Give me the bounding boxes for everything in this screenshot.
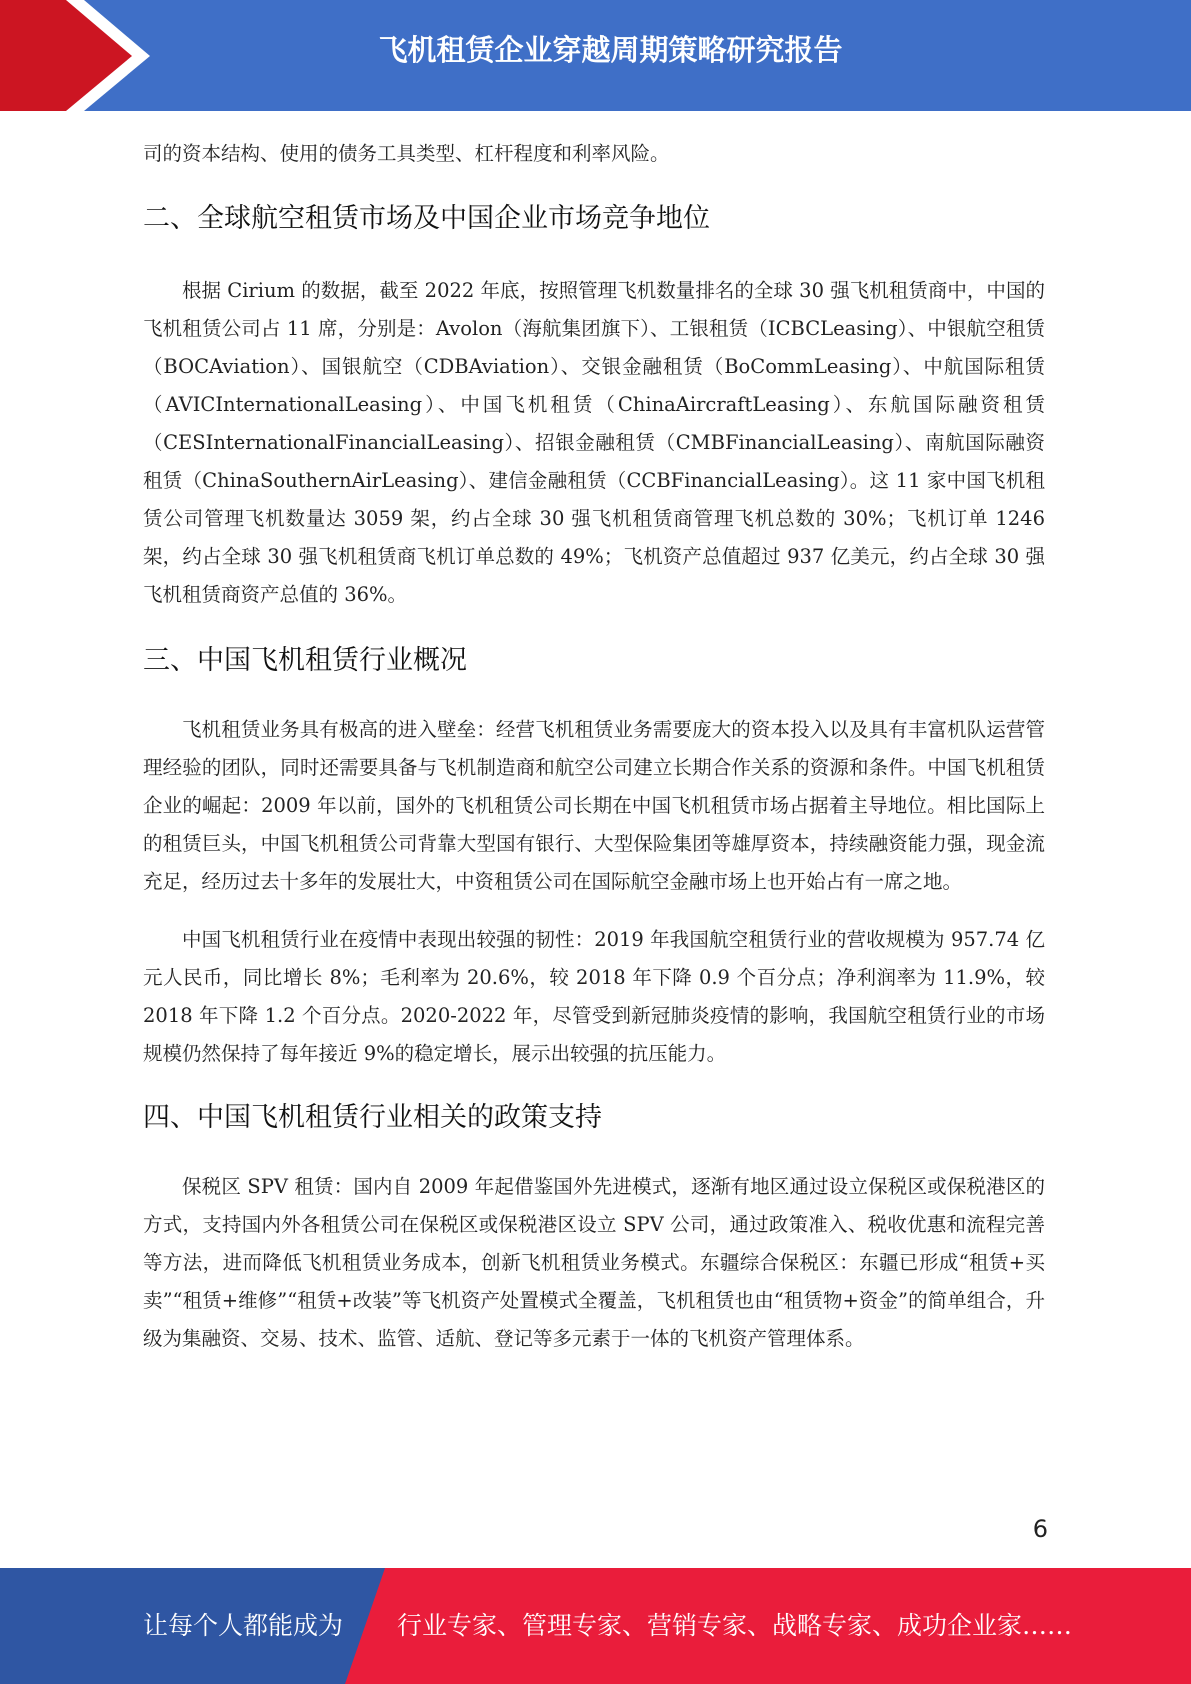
footer-slogan-left: 让每个人都能成为	[143, 1611, 344, 1640]
paragraph-continued: 司的资本结构、使用的债务工具类型、杠杆程度和利率风险。	[143, 142, 670, 165]
page-number: 6	[1032, 1515, 1048, 1543]
paragraph-industry-overview: 飞机租赁业务具有极高的进入壁垒：经营飞机租赁业务需要庞大的资本投入以及具有丰富机队运营管理经验的团队，同时还需要具备与飞机制造商和航空公司建立长期合作关系的资源和条件。中国飞机租赁企业的崛起：2009 年以前，国外的飞机租赁公司长期在中国飞机租赁市场占据着主导地位。相比国际上的租赁巨头，中国飞机租赁公司背靠大型国有银行、大型保险集团等雄厚资本，持续融资能力强，现金流充足，经历过去十多年的发展壮大，中资租赁公司在国际航空金融市场上也开始占有一席之地。	[143, 718, 1045, 893]
page-header	[0, 0, 1191, 111]
paragraph-market-position: 根据 Cirium 的数据，截至 2022 年底，按照管理飞机数量排名的全球 30 强飞机租赁商中，中国的飞机租赁公司占 11 席，分别是：Avolon（海航集团旗下）、工银租赁（ICBCLeasing）、中银航空租赁（BOCAviation）、国银航空（CDBAviation）、交银金融租赁（BoCommLeasing）、中航国际租赁（AVICInternationalLeasing）、中国飞机租赁（ChinaAircraftLeasing）、东航国际融资租赁（CESInternationalFinancialLeasing）、招银金融租赁（CMBFinancialLeasing）、南航国际融资租赁（ChinaSouthernAirLeasing）、建信金融租赁（CCBFinancialLeasing）。这 11 家中国飞机租赁公司管理飞机数量达 3059 架，约占全球 30 强飞机租赁商管理飞机总数的 30%；飞机订单 1246 架，约占全球 30 强飞机租赁商飞机订单总数的 49%；飞机资产总值超过 937 亿美元，约占全球 30 强飞机租赁商资产总值的 36%。	[143, 279, 1045, 606]
report-title: 飞机租赁企业穿越周期策略研究报告	[378, 33, 843, 67]
footer-slogan-right: 行业专家、管理专家、营销专家、战略专家、成功企业家……	[397, 1611, 1073, 1640]
page-footer	[0, 1568, 1191, 1684]
section-heading-4: 四、中国飞机租赁行业相关的政策支持	[143, 1102, 602, 1133]
section-heading-2: 二、全球航空租赁市场及中国企业市场竞争地位	[143, 203, 710, 234]
page-content	[143, 135, 1045, 1358]
paragraph-policy-support: 保税区 SPV 租赁：国内自 2009 年起借鉴国外先进模式，逐渐有地区通过设立保税区或保税港区的方式，支持国内外各租赁公司在保税区或保税港区设立 SPV 公司，通过政策准入、税收优惠和流程完善等方法，进而降低飞机租赁业务成本，创新飞机租赁业务模式。东疆综合保税区：东疆已形成“租赁+买卖”“租赁+维修”“租赁+改装”等飞机资产处置模式全覆盖，飞机租赁也由“租赁物+资金”的简单组合，升级为集融资、交易、技术、监管、适航、登记等多元素于一体的飞机资产管理体系。	[143, 1175, 1045, 1350]
paragraph-resilience: 中国飞机租赁行业在疫情中表现出较强的韧性：2019 年我国航空租赁行业的营收规模为 957.74 亿元人民币，同比增长 8%；毛利率为 20.6%，较 2018 年下降 0.9 个百分点；净利润率为 11.9%，较 2018 年下降 1.2 个百分点。2020-2022 年，尽管受到新冠肺炎疫情的影响，我国航空租赁行业的市场规模仍然保持了每年接近 9%的稳定增长，展示出较强的抗压能力。	[143, 928, 1045, 1065]
section-heading-3: 三、中国飞机租赁行业概况	[143, 645, 467, 676]
